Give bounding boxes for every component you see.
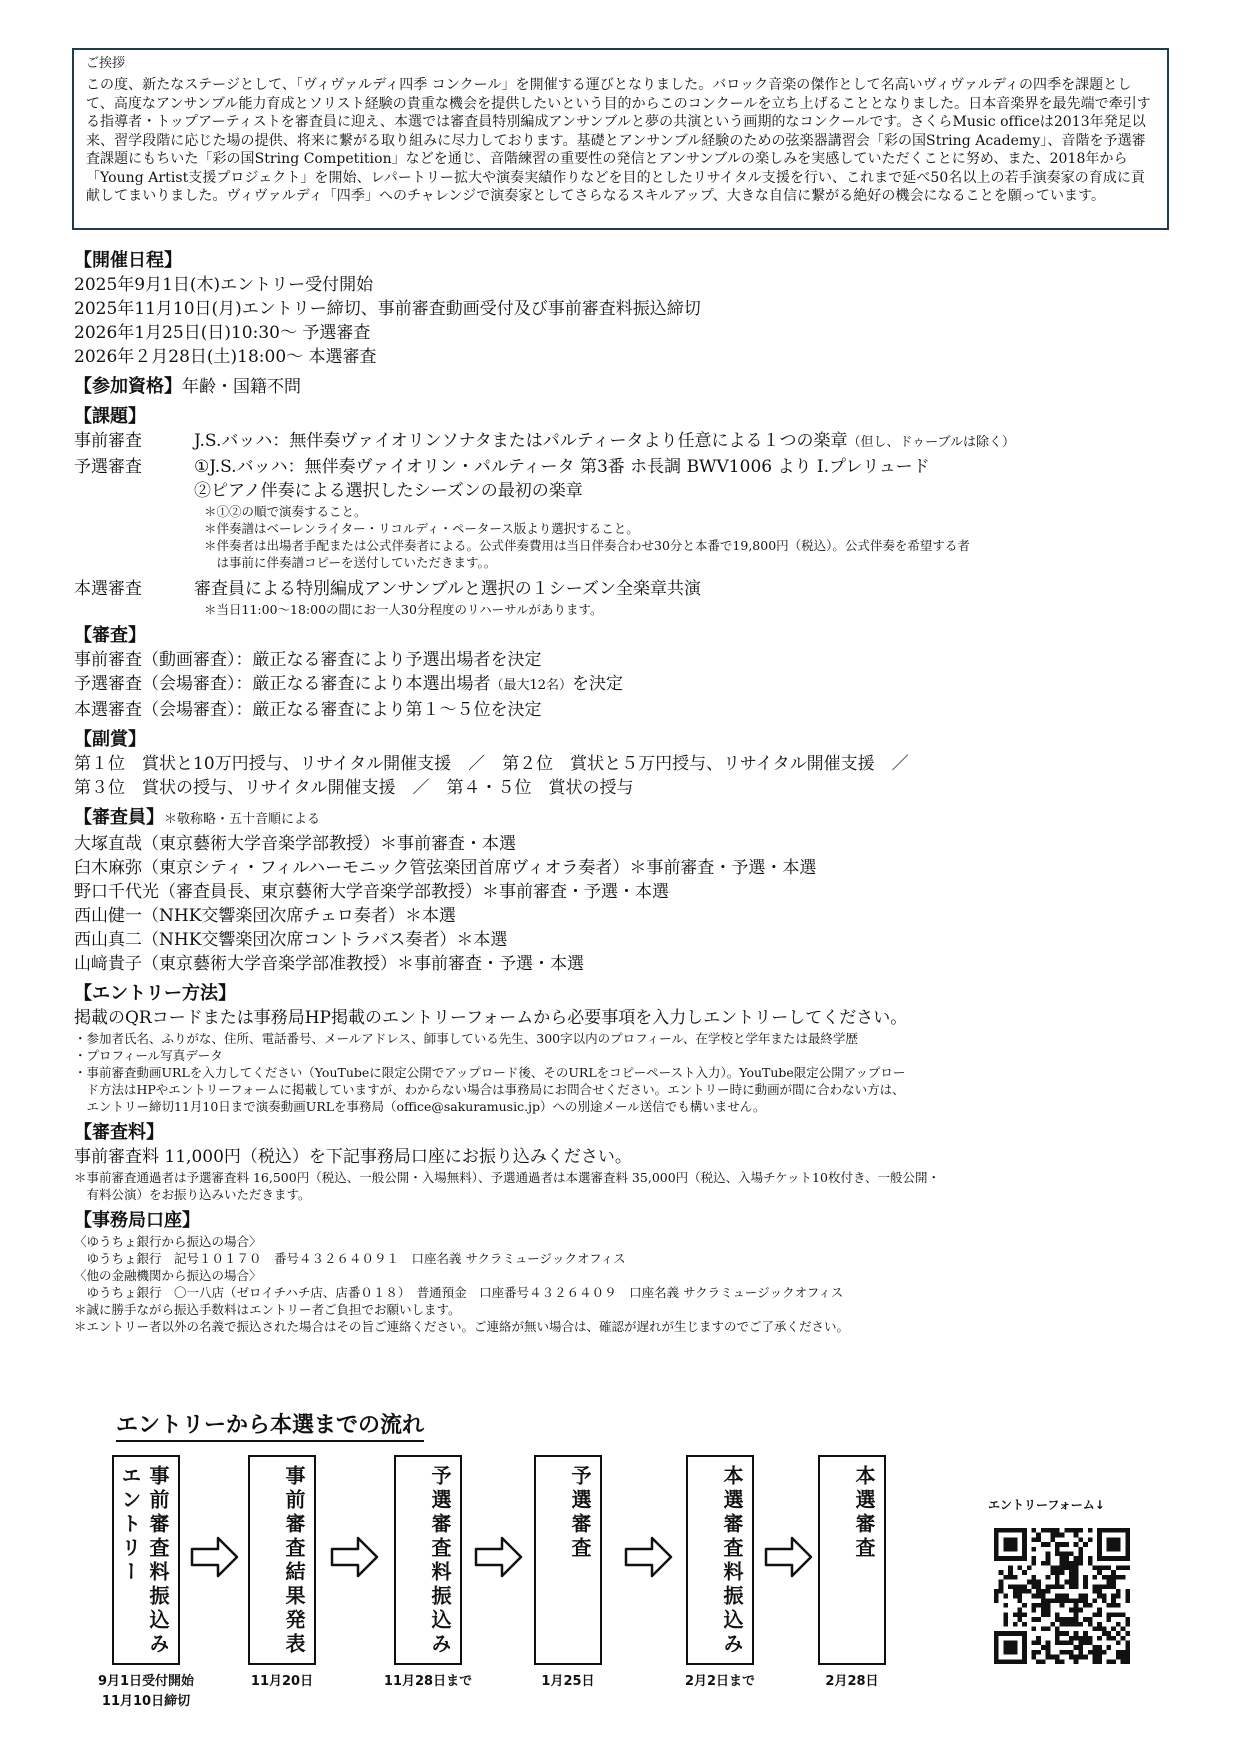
- flow-step-box: [112, 1455, 180, 1665]
- qr-label: エントリーフォーム↓: [988, 1498, 1105, 1512]
- right-arrow-icon: [190, 1535, 240, 1579]
- flow-step-caption: 1月25日: [541, 1674, 595, 1689]
- entry-item: ・事前審査動画URLを入力してください（YouTubeに限定公開でアップロード後、そのURLをコピーペースト入力）。YouTube限定公開アップロー: [74, 1065, 906, 1080]
- entry-intro: 掲載のQRコードまたは事務局HP掲載のエントリーフォームから必要事項を入力しエントリーしてください。: [74, 1008, 908, 1028]
- prizes-section: [74, 728, 1184, 800]
- schedule-section: [74, 249, 1184, 369]
- greeting-body: この度、新たなステージとして、「ヴィヴァルディ四季 コンクール」を開催する運びとなりました。バロック音楽の傑作として名高いヴィヴァルディの四季を課題として、高度なアンサンブル能力育成とソリスト経験の貴重な機会を提供したいという目的からこのコンクールを立ち上げることとなりました。日本音楽界を最先端で牽引する指導者・トップアーティストを審査員に迎え、本選では審査員特別編成アンサンブルと夢の共演という画期的なコンクールです。さくらMusic officeは2013年発足以来、習学段階に応じた場の提供、将来に繋がる取り組みに尽力しております。基礎とアンサンブル経験のための弦楽器講習会「彩の国String Academy」、音階を予選審査課題にもちいた「彩の国String Competition」などを通じ、音階練習の重要性の発信とアンサンブルの楽しみを実感していただくことに努め、また、2018年から「Young Artist支援プロジェクト」を開始、レパートリー拡大や演奏実績作りなどを目的としたリサイタル支援を行い、これまで延べ50名以上の若手演奏家の育成に貢献してまいりました。ヴィヴァルディ「四季」へのチャレンジで演奏家としてさらなるスキルアップ、大きな自信に繋がる絶好の機会になることを願っています。: [86, 77, 1151, 204]
- fee-heading: 【審査料】: [74, 1122, 164, 1143]
- fee-main: 事前審査料 11,000円（税込）を下記事務局口座にお振り込みください。: [74, 1147, 632, 1167]
- bank-heading: 【事務局口座】: [74, 1210, 200, 1231]
- flow-step-box: [534, 1455, 602, 1665]
- prize-line: 第３位 賞状の授与、リサイタル開催支援 ／ 第４・５位 賞状の授与: [74, 778, 634, 798]
- flow-step-caption: 2月2日まで: [684, 1674, 756, 1689]
- entry-heading: 【エントリー方法】: [74, 983, 236, 1004]
- judging-heading: 【審査】: [74, 625, 146, 646]
- schedule-line: 2025年9月1日(木)エントリー受付開始: [74, 275, 374, 295]
- judges-heading: 【審査員】: [74, 807, 164, 828]
- schedule-line: 2025年11月10日(月)エントリー締切、事前審査動画受付及び事前審査料振込締切: [74, 299, 701, 319]
- schedule-heading: 【開催日程】: [74, 250, 182, 271]
- task-note: は事前に伴奏譜コピーを送付していただきます。。: [204, 555, 497, 570]
- flow-step-label: 事前審査結果発表: [282, 1465, 306, 1657]
- flow-step-box: [818, 1455, 886, 1665]
- judges-note: ＊敬称略・五十音順による: [164, 812, 321, 827]
- judging-line: 本選審査（会場審査）：厳正なる審査により第１～５位を決定: [74, 700, 542, 720]
- greeting-title: ご挨拶: [86, 56, 126, 71]
- judging-line-b: を決定: [572, 674, 624, 694]
- judge-item: 西山健一（NHK交響楽団次席チェロ奏者）＊本選: [74, 906, 456, 926]
- bank-line: 〈ゆうちょ銀行から振込の場合〉: [74, 1234, 262, 1249]
- judge-item: 山﨑貴子（東京藝術大学音楽学部准教授）＊事前審査・予選・本選: [74, 954, 584, 974]
- judge-item: 野口千代光（審査員長、東京藝術大学音楽学部教授）＊事前審査・予選・本選: [74, 882, 669, 902]
- judge-item: 西山真二（NHK交響楽団次席コントラバス奏者）＊本選: [74, 930, 508, 950]
- task-prelim-2: ②ピアノ伴奏による選択したシーズンの最初の楽章: [194, 481, 583, 501]
- bank-line: ゆうちょ銀行 記号１０１７０ 番号４３２６４０９１ 口座名義 サクラミュージックオフィス: [74, 1251, 626, 1266]
- task-note: ＊伴奏者は出場者手配または公式伴奏者による。公式伴奏費用は当日伴奏合わせ30分と本番で19,800円（税込）。公式伴奏を希望する者: [204, 538, 970, 553]
- judges-section: [74, 806, 1184, 976]
- entry-item: ・プロフィール写真データ: [74, 1048, 223, 1063]
- prize-line: 第１位 賞状と10万円授与、リサイタル開催支援 ／ 第２位 賞状と５万円授与、リサイタル開催支援 ／: [74, 754, 909, 774]
- eligibility-text: 年齢・国籍不問: [182, 377, 301, 397]
- flow-step-label: 予選審査料振込み: [428, 1465, 452, 1657]
- fee-section: [74, 1121, 1184, 1203]
- entry-item: エントリー締切11月10日まで演奏動画URLを事務局（office@sakuramusic.jp）への別途メール送信でも構いません。: [74, 1099, 766, 1114]
- qr-code-icon[interactable]: [994, 1528, 1130, 1664]
- bank-line: ゆうちょ銀行 〇一八店（ゼロイチハチ店、店番０１８） 普通預金 口座番号４３２６４０９ 口座名義 サクラミュージックオフィス: [74, 1285, 844, 1300]
- flow-step-box: [248, 1455, 316, 1665]
- flow-step-caption: 11月20日: [250, 1674, 314, 1689]
- schedule-line: 2026年２月28日(土)18:00～ 本選審査: [74, 347, 377, 367]
- judging-section: [74, 624, 1184, 722]
- right-arrow-icon: [474, 1535, 524, 1579]
- flow-step-caption: 2月28日: [825, 1674, 879, 1689]
- task-pre-text: J.S.バッハ：無伴奏ヴァイオリンソナタまたはパルティータより任意による１つの楽章: [194, 431, 848, 451]
- flow-step-label: 予選審査: [568, 1465, 592, 1561]
- task-final-row: [74, 577, 1184, 601]
- entry-item: ド方法はHPやエントリーフォームに掲載していますが、わからない場合は事務局にお問合せください。エントリー時に動画が間に合わない方は、: [74, 1082, 905, 1097]
- greeting-box: [72, 48, 1169, 230]
- task-note: ＊伴奏譜はベーレンライター・リコルディ・ペータース版より選択すること。: [204, 521, 639, 536]
- task-note: ＊①②の順で演奏すること。: [204, 504, 367, 519]
- eligibility-section: [74, 375, 1184, 399]
- flow-step-label: 事前審査料振込み エントリー: [118, 1465, 170, 1657]
- judging-line-note: （最大12名）: [490, 678, 573, 693]
- judge-item: 臼木麻弥（東京シティ・フィルハーモニック管弦楽団首席ヴィオラ奏者）＊事前審査・予選・本選: [74, 858, 817, 878]
- task-pre-note: （但し、ドゥーブルは除く）: [847, 435, 1015, 450]
- bank-section: [74, 1209, 1184, 1335]
- fee-note: 有料公演）をお振り込みいただきます。: [74, 1187, 311, 1202]
- task-prelim-label: 予選審査: [74, 457, 142, 477]
- right-arrow-icon: [764, 1535, 814, 1579]
- bank-line: 〈他の金融機関から振込の場合〉: [74, 1268, 262, 1283]
- right-arrow-icon: [624, 1535, 674, 1579]
- entry-section: [74, 982, 1184, 1115]
- schedule-line: 2026年1月25日(日)10:30～ 予選審査: [74, 323, 371, 343]
- prizes-heading: 【副賞】: [74, 729, 146, 750]
- task-final-label: 本選審査: [74, 579, 142, 599]
- flow-step-box: [686, 1455, 754, 1665]
- judging-line-a: 予選審査（会場審査）：厳正なる審査により本選出場者: [74, 674, 491, 694]
- tasks-heading: 【課題】: [74, 406, 146, 427]
- flow-step-caption: 9月1日受付開始 11月10日締切: [97, 1674, 195, 1709]
- eligibility-heading: 【参加資格】: [74, 376, 182, 397]
- entry-item: ・参加者氏名、ふりがな、住所、電話番号、メールアドレス、師事している先生、300字以内のプロフィール、在学校と学年または最終学歴: [74, 1031, 858, 1046]
- flow-title: エントリーから本選までの流れ: [116, 1408, 424, 1442]
- task-final-note: ＊当日11:00～18:00の間にお一人30分程度のリハーサルがあります。: [204, 602, 603, 617]
- flow-step-label: 本選審査料振込み: [720, 1465, 744, 1657]
- judging-line: 事前審査（動画審査）：厳正なる審査により予選出場者を決定: [74, 650, 542, 670]
- flow-step-label: 本選審査: [852, 1465, 876, 1561]
- task-final-text: 審査員による特別編成アンサンブルと選択の１シーズン全楽章共演: [194, 579, 701, 599]
- judge-item: 大塚直哉（東京藝術大学音楽学部教授）＊事前審査・本選: [74, 834, 516, 854]
- fee-note: ＊事前審査通過者は予選審査料 16,500円（税込、一般公開・入場無料）、予選通過者は本選審査料 35,000円（税込、入場チケット10枚付き、一般公開・: [74, 1170, 940, 1185]
- main-content: [74, 247, 1184, 1335]
- bank-line: ＊誠に勝手ながら振込手数料はエントリー者ご負担でお願いします。: [74, 1302, 461, 1317]
- bank-line: ＊エントリー者以外の名義で振込された場合はその旨ご連絡ください。ご連絡が無い場合は、確認が遅れが生じますのでご了承ください。: [74, 1319, 850, 1334]
- flow-step-box: [394, 1455, 462, 1665]
- task-prelim-row: [74, 455, 1184, 479]
- right-arrow-icon: [330, 1535, 380, 1579]
- flow-step-caption: 11月28日まで: [383, 1674, 473, 1689]
- task-pre-label: 事前審査: [74, 431, 142, 451]
- task-pre-row: [74, 429, 1184, 455]
- task-prelim-1: ①J.S.バッハ：無伴奏ヴァイオリン・パルティータ 第3番 ホ長調 BWV1006 より I.プレリュード: [194, 457, 930, 477]
- tasks-section: [74, 405, 1184, 618]
